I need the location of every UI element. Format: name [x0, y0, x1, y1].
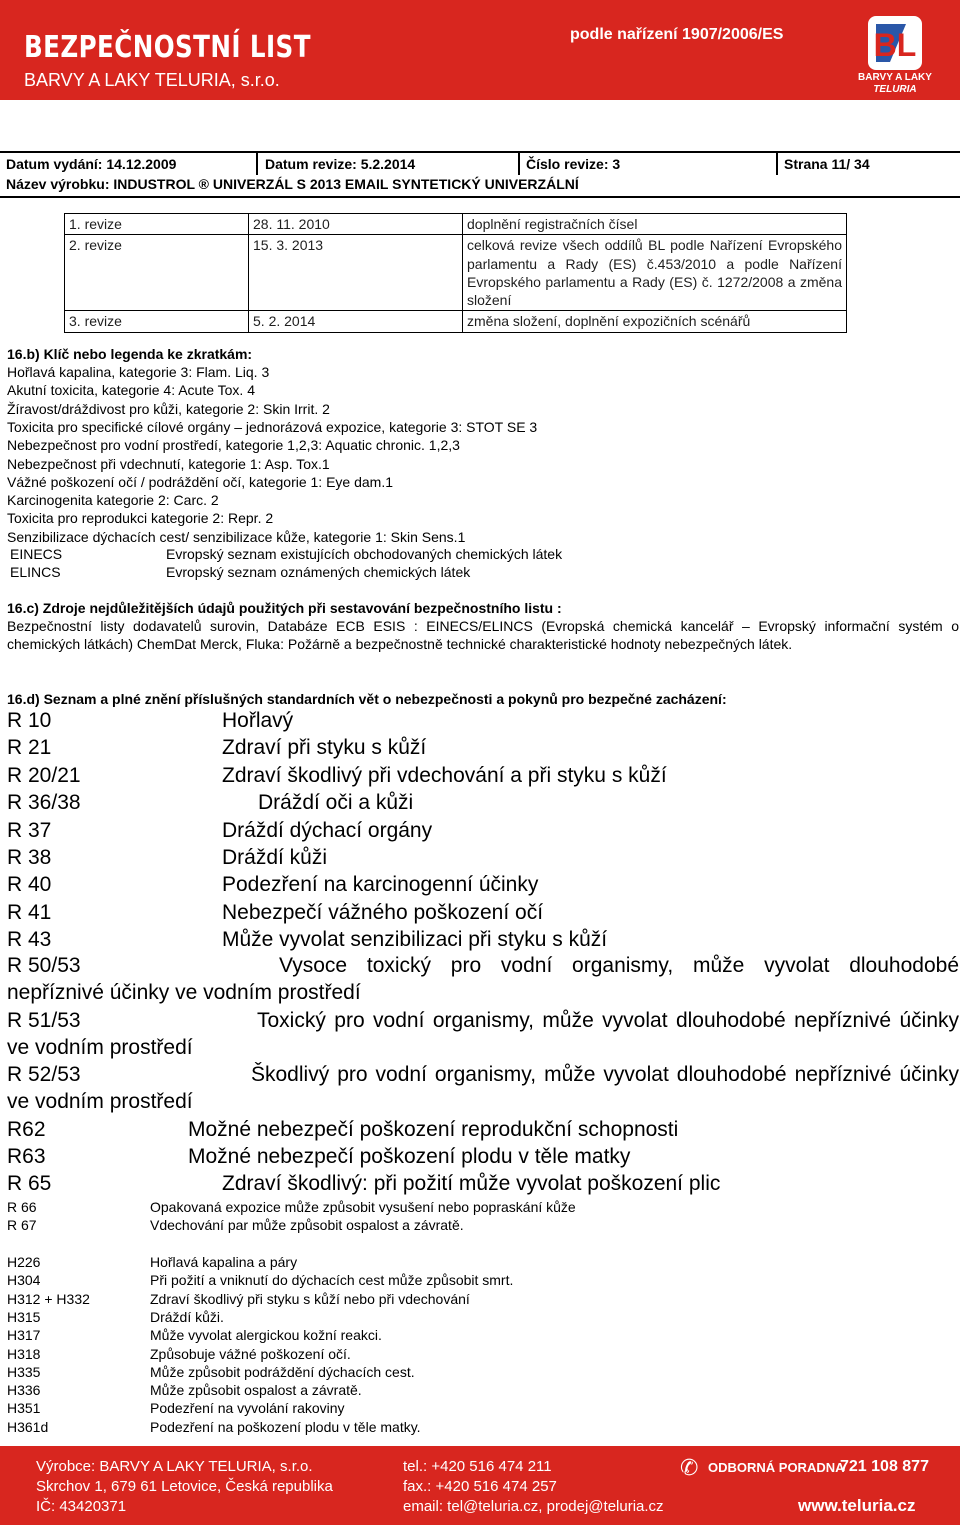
abbreviation-code: ELINCS: [10, 564, 61, 581]
r-phrase-text: Vdechování par může způsobit ospalost a závratě.: [150, 1217, 464, 1234]
company-name: BARVY A LAKY TELURIA, s.r.o.: [24, 70, 280, 90]
header-divider: [256, 151, 258, 175]
revision-date: Datum revize: 5.2.2014: [265, 156, 416, 172]
fax: fax.: +420 516 474 257: [403, 1478, 557, 1495]
r-phrase-text: Dráždí oči a kůži: [258, 791, 414, 815]
revision-note: změna složení, doplnění expozičních scénářů: [463, 311, 847, 332]
section-heading: 16.b) Klíč nebo legenda ke zkratkám:: [7, 346, 253, 362]
regulation-label: podle nařízení 1907/2006/ES: [570, 26, 784, 43]
header-divider: [518, 151, 520, 175]
r-phrase-code: R 52/53: [7, 1063, 81, 1087]
r-phrase-code: R62: [7, 1118, 46, 1141]
r-phrase-code: R63: [7, 1145, 46, 1169]
h-phrase-text: Dráždí kůži.: [150, 1308, 224, 1325]
r-phrase-code: R 40: [7, 873, 52, 897]
r-phrase-code: R 41: [7, 900, 52, 924]
revision-note: celková revize všech oddílů BL podle Nařízení Evropského parlamentu a Rady (ES) č.453/2010 a podle Nařízení Evropského parlamentu a Rady (ES) č. 1272/2008 a změna složení: [463, 235, 847, 311]
company-id: IČ: 43420371: [36, 1498, 127, 1515]
legend-line: Nebezpečnost pro vodní prostředí, kategorie 1,2,3: Aquatic chronic. 1,2,3: [7, 437, 460, 454]
h-phrase-code: H304: [7, 1272, 41, 1289]
r-phrase-code: R 43: [7, 928, 52, 952]
r-phrase-code: R 51/53: [7, 1008, 81, 1032]
h-phrase-code: H335: [7, 1363, 41, 1380]
advice-number: 721 108 877: [840, 1458, 929, 1475]
sources-paragraph: Bezpečnostní listy dodavatelů surovin, Databáze ECB ESIS : EINECS/ELINCS (Evropská chemická kancelář – Evropský informační systém o chemických látkách) ChemDat Merck, Fluka: Požárně a bezpečnostně technické charakteristické hodnoty nebezpečných látek.: [7, 618, 959, 652]
h-phrase-code: H318: [7, 1345, 41, 1362]
table-row: [65, 235, 847, 311]
r-phrase-code: R 67: [7, 1217, 37, 1234]
h-phrase-code: H317: [7, 1327, 41, 1344]
website: www.teluria.cz: [798, 1496, 916, 1515]
r-phrase-text: Možné nebezpečí poškození reprodukční schopnosti: [188, 1118, 679, 1141]
r-phrase-text: Podezření na karcinogenní účinky: [222, 873, 539, 897]
email: email: tel@teluria.cz, prodej@teluria.cz: [403, 1498, 664, 1515]
address: Skrchov 1, 679 61 Letovice, Česká republika: [36, 1478, 333, 1495]
issue-date: Datum vydání: 14.12.2009: [6, 156, 177, 172]
revision-table: [64, 213, 847, 333]
r-phrase-text: Toxický pro vodní organismy, může vyvolat dlouhodobé nepříznivé účinky ve vodním prostředí: [7, 1008, 959, 1059]
svg-text:BARVY A LAKY: BARVY A LAKY: [858, 72, 932, 83]
r-phrase-text: Hořlavý: [222, 709, 294, 732]
revision-number: Číslo revize: 3: [526, 156, 621, 172]
legend-line: Žíravost/dráždivost pro kůži, kategorie 2: Skin Irrit. 2: [7, 400, 330, 417]
legend-line: Karcinogenita kategorie 2: Carc. 2: [7, 492, 219, 509]
h-phrase-text: Zdraví škodlivý při styku s kůží nebo při vdechování: [150, 1290, 470, 1307]
phone-icon: ✆: [680, 1455, 699, 1480]
abbreviation-text: Evropský seznam oznámených chemických látek: [166, 564, 471, 581]
h-phrase-code: H361d: [7, 1418, 49, 1435]
r-phrase-text: Škodlivý pro vodní organismy, může vyvolat dlouhodobé nepříznivé účinky ve vodním prostředí: [7, 1063, 959, 1114]
r-phrase-text: Opakovaná expozice může způsobit vysušení nebo popraskání kůže: [150, 1199, 576, 1215]
r-phrase-text: Zdraví škodlivý: při požití může vyvolat poškození plic: [222, 1172, 721, 1196]
r-phrase-text: Dráždí kůži: [222, 846, 328, 869]
h-phrase-code: H336: [7, 1382, 41, 1399]
r-phrase-code: R 21: [7, 736, 52, 760]
footer-banner: [0, 1446, 960, 1525]
document-title: BEZPEČNOSTNÍ LIST: [24, 30, 311, 65]
r-phrase-code: R 50/53: [7, 954, 81, 977]
legend-line: Senzibilizace dýchacích cest/ senzibilizace kůže, kategorie 1: Skin Sens.1: [7, 528, 466, 545]
legend-line: Toxicita pro reprodukci kategorie 2: Repr. 2: [7, 510, 274, 527]
legend-line: Hořlavá kapalina, kategorie 3: Flam. Liq. 3: [7, 364, 270, 380]
r-phrase-text: Nebezpečí vážného poškození očí: [222, 900, 544, 924]
h-phrase-text: Podezření na poškození plodu v těle matky.: [150, 1418, 421, 1435]
page-number: Strana 11/ 34: [784, 156, 870, 172]
section-heading: 16.d) Seznam a plné znění příslušných standardních vět o nebezpečnosti a pokynů pro bezpečné zacházení:: [7, 691, 727, 707]
svg-text:BL: BL: [873, 27, 917, 63]
r-phrase-code: R 66: [7, 1199, 37, 1215]
r-phrase-text: Dráždí dýchací orgány: [222, 818, 433, 842]
section-heading: 16.c) Zdroje nejdůležitějších údajů použitých při sestavování bezpečnostního listu :: [7, 600, 562, 616]
r-phrase-text: Možné nebezpečí poškození plodu v těle matky: [188, 1145, 631, 1169]
header-rule: [0, 151, 960, 153]
h-phrase-text: Může způsobit ospalost a závratě.: [150, 1382, 362, 1399]
revision-date: 28. 11. 2010: [249, 214, 463, 235]
r-phrase-code: R 65: [7, 1172, 52, 1196]
revision-label: 2. revize: [65, 235, 249, 311]
r-phrase-text: Vysoce toxický pro vodní organismy, může vyvolat dlouhodobé nepříznivé účinky ve vodním prostředí: [7, 954, 959, 1005]
revision-label: 1. revize: [65, 214, 249, 235]
h-phrase-text: Může vyvolat alergickou kožní reakci.: [150, 1327, 382, 1344]
r-phrase-text: Může vyvolat senzibilizaci při styku s kůží: [222, 928, 608, 952]
h-phrase-text: Může způsobit podráždění dýchacích cest.: [150, 1363, 415, 1380]
h-phrase-code: H351: [7, 1400, 41, 1417]
legend-line: Nebezpečnost při vdechnutí, kategorie 1: Asp. Tox.1: [7, 455, 330, 472]
advice-label: ODBORNÁ PORADNA: [708, 1460, 845, 1475]
legend-line: Vážné poškození očí / podráždění očí, kategorie 1: Eye dam.1: [7, 473, 394, 490]
r-phrase-code: R 36/38: [7, 791, 81, 815]
abbreviation-text: Evropský seznam existujících obchodovaných chemických látek: [166, 546, 563, 562]
revision-date: 5. 2. 2014: [249, 311, 463, 332]
r-phrase-code: R 38: [7, 846, 52, 869]
h-phrase-text: Způsobuje vážné poškození očí.: [150, 1345, 351, 1362]
r-phrase-text: Zdraví škodlivý při vdechování a při styku s kůží: [222, 763, 667, 787]
abbreviation-code: EINECS: [10, 546, 63, 562]
legend-line: Akutní toxicita, kategorie 4: Acute Tox. 4: [7, 382, 255, 399]
h-phrase-code: H226: [7, 1254, 41, 1270]
svg-text:TELURIA: TELURIA: [873, 84, 917, 95]
producer: Výrobce: BARVY A LAKY TELURIA, s.r.o.: [36, 1458, 313, 1475]
revision-note: doplnění registračních čísel: [463, 214, 847, 235]
r-phrase-code: R 20/21: [7, 763, 81, 787]
r-phrase-code: R 37: [7, 818, 52, 842]
legend-line: Toxicita pro specifické cílové orgány – jednorázová expozice, kategorie 3: STOT SE 3: [7, 418, 538, 435]
header-banner: [0, 0, 960, 100]
revision-label: 3. revize: [65, 311, 249, 332]
r-phrase-text: Zdraví při styku s kůží: [222, 736, 427, 760]
h-phrase-code: H315: [7, 1308, 41, 1325]
product-name: Název výrobku: INDUSTROL ® UNIVERZÁL S 2013 EMAIL SYNTETICKÝ UNIVERZÁLNÍ: [6, 176, 579, 192]
table-row: [65, 214, 847, 235]
h-phrase-text: Při požití a vniknutí do dýchacích cest může způsobit smrt.: [150, 1272, 514, 1289]
h-phrase-text: Podezření na vyvolání rakoviny: [150, 1400, 345, 1417]
header-rule: [0, 196, 960, 198]
h-phrase-code: H312 + H332: [7, 1290, 90, 1307]
revision-date: 15. 3. 2013: [249, 235, 463, 311]
h-phrase-text: Hořlavá kapalina a páry: [150, 1254, 298, 1270]
table-row: [65, 311, 847, 332]
r-phrase-code: R 10: [7, 709, 52, 732]
header-divider: [776, 151, 778, 175]
phone: tel.: +420 516 474 211: [403, 1458, 552, 1475]
company-logo: [846, 12, 944, 96]
